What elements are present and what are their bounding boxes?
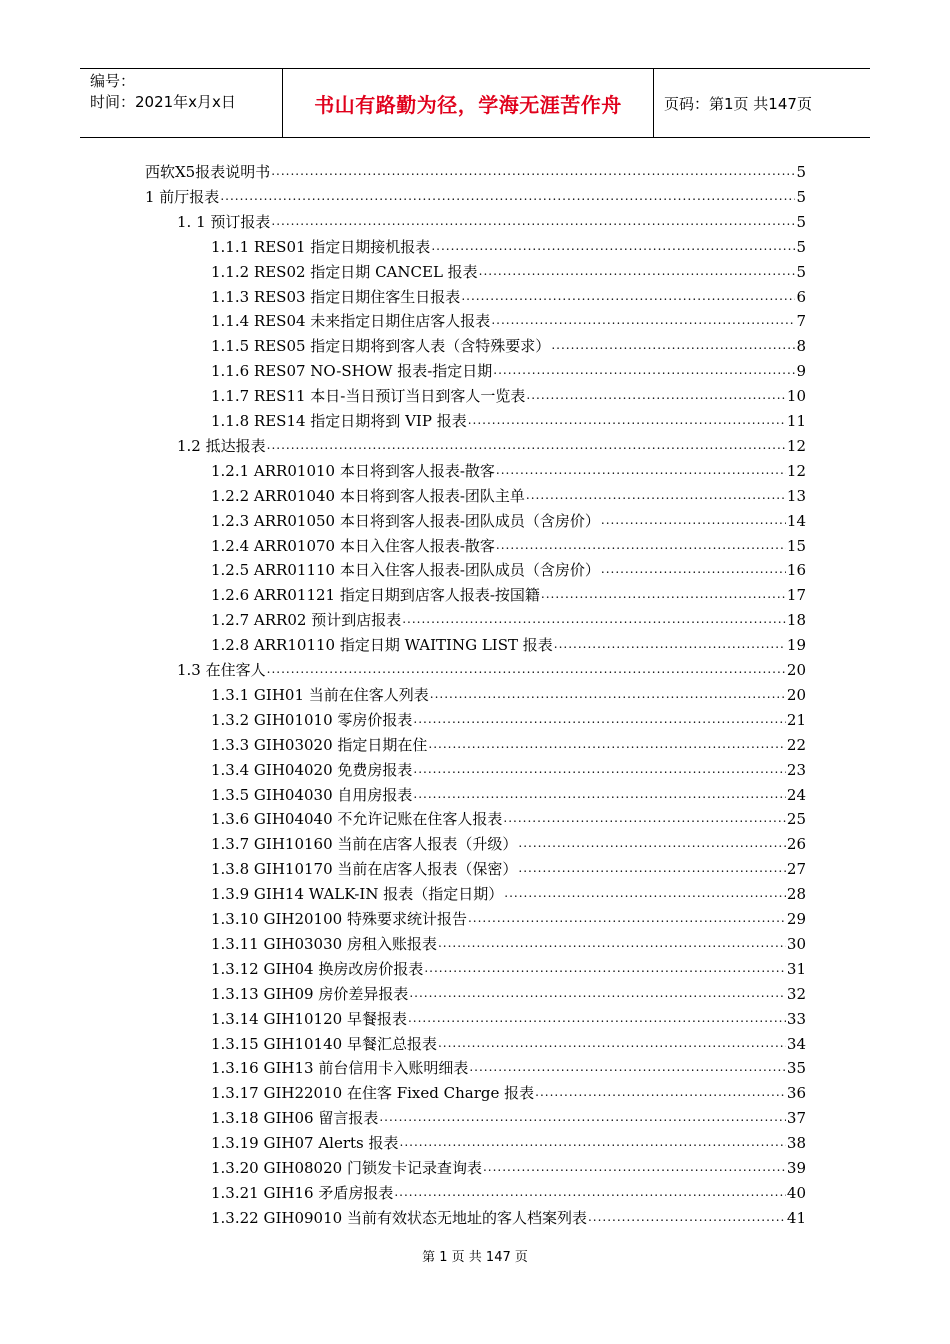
toc-entry[interactable] [211, 233, 806, 257]
toc-entry-page: 34 [786, 1034, 806, 1053]
toc-leader-dots [551, 337, 795, 353]
toc-entry-page: 19 [786, 636, 806, 655]
page-footer [0, 1246, 950, 1265]
toc-entry-label: 1.1.5 RES05 指定日期将到客人表（含特殊要求） [211, 337, 551, 356]
toc-entry-page: 25 [786, 810, 806, 829]
toc-leader-dots [588, 1209, 786, 1225]
toc-entry-label: 1.3.13 GIH09 房价差异报表 [211, 984, 409, 1003]
toc-entry[interactable] [211, 407, 806, 431]
page-number-label: 页码：第1页 共147页 [664, 94, 812, 113]
toc-leader-dots [483, 1159, 786, 1175]
toc-leader-dots [518, 835, 785, 851]
toc-entry-page: 39 [786, 1159, 806, 1177]
page-header [80, 68, 870, 138]
toc-entry[interactable] [211, 756, 806, 780]
toc-entry-page: 12 [786, 436, 806, 455]
toc-entry[interactable] [211, 905, 806, 929]
toc-entry[interactable] [211, 556, 806, 580]
toc-entry-page: 31 [786, 959, 806, 978]
toc-entry[interactable] [211, 283, 806, 307]
document-date-label: 时间：2021年x月x日 [90, 93, 236, 111]
toc-entry[interactable] [211, 980, 806, 1004]
toc-entry-label: 1.2 抵达报表 [177, 436, 266, 455]
toc-entry-page: 5 [796, 212, 806, 231]
toc-entry-page: 37 [786, 1109, 806, 1128]
toc-leader-dots [518, 860, 785, 876]
toc-leader-dots [479, 263, 796, 279]
toc-entry-label: 1.3.17 GIH22010 在住客 Fixed Charge 报表 [211, 1084, 535, 1103]
toc-entry-page: 30 [786, 934, 806, 953]
toc-leader-dots [394, 1184, 786, 1200]
toc-entry-page: 16 [786, 561, 806, 580]
toc-entry-label: 1.3.21 GIH16 矛盾房报表 [211, 1183, 394, 1202]
toc-entry-label: 1.3.9 GIH14 WALK-IN 报表（指定日期） [211, 885, 504, 904]
toc-leader-dots [438, 1035, 786, 1051]
toc-entry-page: 18 [786, 611, 806, 630]
toc-leader-dots [379, 1109, 786, 1125]
toc-entry[interactable] [211, 1079, 806, 1103]
toc-entry-page: 5 [796, 237, 806, 256]
toc-leader-dots [504, 885, 786, 901]
toc-entry-label: 1.3.15 GIH10140 早餐汇总报表 [211, 1034, 437, 1053]
toc-entry[interactable] [211, 1054, 806, 1078]
toc-entry[interactable] [211, 606, 806, 630]
toc-entry-label: 1.3.2 GIH01010 零房价报表 [211, 710, 413, 729]
toc-entry-page: 8 [796, 337, 806, 356]
toc-entry-label: 1.3.14 GIH10120 早餐报表 [211, 1009, 407, 1028]
toc-entry-page: 41 [786, 1208, 806, 1227]
toc-entry-page: 27 [786, 860, 806, 879]
toc-leader-dots [220, 188, 795, 204]
toc-entry-label: 1.3.7 GIH10160 当前在店客人报表（升级） [211, 835, 518, 854]
toc-entry[interactable] [211, 532, 806, 556]
toc-leader-dots [491, 312, 795, 328]
toc-entry-label: 1.2.7 ARR02 预计到店报表 [211, 611, 402, 630]
toc-entry[interactable] [211, 1179, 806, 1203]
toc-leader-dots [438, 935, 786, 951]
header-page-cell [654, 69, 870, 137]
toc-entry-label: 1.3.8 GIH10170 当前在店客人报表（保密） [211, 860, 518, 879]
toc-entry[interactable] [211, 706, 806, 730]
toc-leader-dots [402, 611, 786, 627]
toc-entry[interactable] [211, 930, 806, 954]
toc-entry-label: 1.1.6 RES07 NO-SHOW 报表-指定日期 [211, 362, 493, 381]
toc-leader-dots [601, 561, 786, 577]
toc-entry-page: 20 [786, 685, 806, 704]
toc-entry[interactable] [211, 332, 806, 356]
toc-entry-page: 10 [786, 387, 806, 406]
toc-entry-page: 12 [786, 461, 806, 480]
toc-entry[interactable] [211, 581, 806, 605]
toc-entry-label: 1.2.3 ARR01050 本日将到客人报表-团队成员（含房价） [211, 511, 600, 530]
toc-entry[interactable] [211, 307, 806, 331]
toc-entry-label: 1.2.6 ARR01121 指定日期到店客人报表-按国籍 [211, 586, 540, 605]
toc-entry-page: 32 [786, 984, 806, 1003]
toc-entry-label: 1.3.22 GIH09010 当前有效状态无地址的客人档案列表 [211, 1208, 587, 1227]
toc-leader-dots [267, 661, 786, 677]
header-motto-cell [282, 69, 654, 137]
toc-entry-label: 1.2.5 ARR01110 本日入住客人报表-团队成员（含房价） [211, 561, 600, 580]
toc-entry-label: 1.3.20 GIH08020 门锁发卡记录查询表 [211, 1159, 482, 1177]
toc-leader-dots [554, 636, 786, 652]
toc-entry[interactable] [211, 731, 806, 755]
toc-leader-dots [267, 437, 786, 453]
toc-entry-page: 17 [786, 586, 806, 605]
toc-entry-label: 1.3.16 GIH13 前台信用卡入账明细表 [211, 1059, 469, 1078]
toc-entry-label: 1.3.18 GIH06 留言报表 [211, 1109, 379, 1128]
toc-entry-label: 1.1.4 RES04 未来指定日期住店客人报表 [211, 312, 491, 331]
toc-entry-page: 35 [786, 1059, 806, 1078]
toc-entry[interactable] [211, 1129, 806, 1153]
footer-page-text: 第 1 页 共 147 页 [422, 1250, 528, 1265]
toc-leader-dots [468, 910, 786, 926]
toc-entry-label: 1.3.12 GIH04 换房改房价报表 [211, 959, 424, 978]
toc-entry-label: 1.3.11 GIH03030 房租入账报表 [211, 934, 437, 953]
toc-entry-page: 22 [786, 735, 806, 754]
toc-entry-page: 36 [786, 1084, 806, 1103]
toc-entry[interactable] [211, 507, 806, 531]
toc-entry-label: 1.1.3 RES03 指定日期住客生日报表 [211, 287, 461, 306]
toc-entry-label: 1.2.2 ARR01040 本日将到客人报表-团队主单 [211, 486, 525, 505]
toc-leader-dots [526, 487, 786, 503]
toc-leader-dots [526, 387, 786, 403]
toc-leader-dots [496, 537, 786, 553]
toc-entry[interactable] [211, 880, 806, 904]
toc-leader-dots [271, 163, 795, 179]
toc-entry[interactable] [177, 656, 806, 680]
toc-entry[interactable] [177, 208, 806, 232]
toc-entry[interactable] [211, 955, 806, 979]
toc-entry-page: 26 [786, 835, 806, 854]
toc-leader-dots [428, 736, 785, 752]
toc-entry-label: 1.3 在住客人 [177, 661, 266, 679]
toc-entry[interactable] [211, 482, 806, 506]
toc-entry-label: 1.2.8 ARR10110 指定日期 WAITING LIST 报表 [211, 636, 553, 655]
toc-leader-dots [535, 1084, 786, 1100]
toc-entry[interactable] [211, 830, 806, 854]
toc-leader-dots [468, 412, 786, 428]
toc-leader-dots [601, 512, 786, 528]
toc-entry-label: 1 前厅报表 [145, 187, 220, 206]
toc-entry-page: 20 [786, 661, 806, 679]
toc-leader-dots [413, 761, 785, 777]
toc-entry-page: 13 [786, 486, 806, 505]
toc-entry-page: 9 [796, 362, 806, 381]
toc-entry-page: 28 [786, 885, 806, 904]
toc-leader-dots [413, 786, 785, 802]
toc-entry-page: 29 [786, 910, 806, 928]
motto: 书山有路勤为径，学海无涯苦作舟 [314, 92, 622, 117]
toc-entry[interactable] [145, 158, 806, 182]
toc-entry-label: 1.3.5 GIH04030 自用房报表 [211, 785, 413, 804]
toc-entry-page: 11 [786, 412, 806, 430]
toc-entry-page: 5 [796, 262, 806, 281]
toc-entry-label: 1.1.7 RES11 本日-当日预订当日到客人一览表 [211, 387, 526, 406]
toc-leader-dots [461, 288, 795, 304]
toc-entry[interactable] [211, 631, 806, 655]
toc-leader-dots [424, 960, 786, 976]
toc-entry[interactable] [211, 457, 806, 481]
toc-leader-dots [431, 238, 795, 254]
toc-entry-page: 40 [786, 1183, 806, 1202]
toc-leader-dots [493, 362, 795, 378]
toc-entry-label: 1.3.10 GIH20100 特殊要求统计报告 [211, 910, 467, 928]
toc-leader-dots [541, 586, 786, 602]
toc-entry[interactable] [211, 258, 806, 282]
toc-entry[interactable] [211, 1104, 806, 1128]
toc-entry[interactable] [211, 357, 806, 381]
toc-entry-label: 1. 1 预订报表 [177, 212, 271, 231]
toc-entry[interactable] [211, 1005, 806, 1029]
toc-entry[interactable] [145, 183, 806, 207]
toc-entry[interactable] [211, 681, 806, 705]
toc-leader-dots [496, 462, 786, 478]
toc-entry[interactable] [211, 1030, 806, 1054]
toc-leader-dots [469, 1059, 786, 1075]
toc-leader-dots [400, 1134, 786, 1150]
toc-entry-page: 24 [786, 785, 806, 804]
toc-entry[interactable] [177, 432, 806, 456]
toc-entry-label: 1.3.19 GIH07 Alerts 报表 [211, 1134, 399, 1153]
toc-leader-dots [409, 985, 786, 1001]
toc-leader-dots [408, 1010, 786, 1026]
toc-entry[interactable] [211, 382, 806, 406]
toc-entry-page: 33 [786, 1009, 806, 1028]
toc-entry[interactable] [211, 1154, 806, 1178]
toc-entry-page: 5 [796, 187, 806, 206]
toc-entry-page: 5 [796, 163, 806, 181]
header-meta [80, 69, 282, 137]
toc-entry-page: 14 [786, 511, 806, 530]
toc-entry[interactable] [211, 855, 806, 879]
toc-entry-label: 1.3.4 GIH04020 免费房报表 [211, 760, 413, 779]
document-number-label: 编号： [90, 72, 136, 90]
toc-entry[interactable] [211, 781, 806, 805]
toc-entry-page: 7 [796, 312, 806, 331]
toc-entry-page: 6 [796, 287, 806, 306]
toc-leader-dots [413, 711, 785, 727]
toc-entry-page: 38 [786, 1134, 806, 1153]
toc-entry-label: 1.3.6 GIH04040 不允许记账在住客人报表 [211, 810, 503, 829]
toc-leader-dots [271, 213, 795, 229]
toc-entry-label: 1.2.4 ARR01070 本日入住客人报表-散客 [211, 536, 495, 555]
toc-entry-label: 1.1.2 RES02 指定日期 CANCEL 报表 [211, 262, 478, 281]
toc-entry-label: 西软X5报表说明书 [145, 163, 271, 181]
toc-entry-label: 1.1.8 RES14 指定日期将到 VIP 报表 [211, 412, 467, 430]
toc-entry-page: 23 [786, 760, 806, 779]
toc-entry-page: 15 [786, 536, 806, 555]
toc-entry[interactable] [211, 805, 806, 829]
toc-leader-dots [430, 686, 786, 702]
toc-entry-page: 21 [786, 710, 806, 729]
toc-entry[interactable] [211, 1204, 806, 1228]
toc-leader-dots [503, 810, 785, 826]
toc-entry-label: 1.2.1 ARR01010 本日将到客人报表-散客 [211, 461, 495, 480]
toc-entry-label: 1.1.1 RES01 指定日期接机报表 [211, 237, 431, 256]
toc-entry-label: 1.3.1 GIH01 当前在住客人列表 [211, 685, 429, 704]
toc-entry-label: 1.3.3 GIH03020 指定日期在住 [211, 735, 428, 754]
